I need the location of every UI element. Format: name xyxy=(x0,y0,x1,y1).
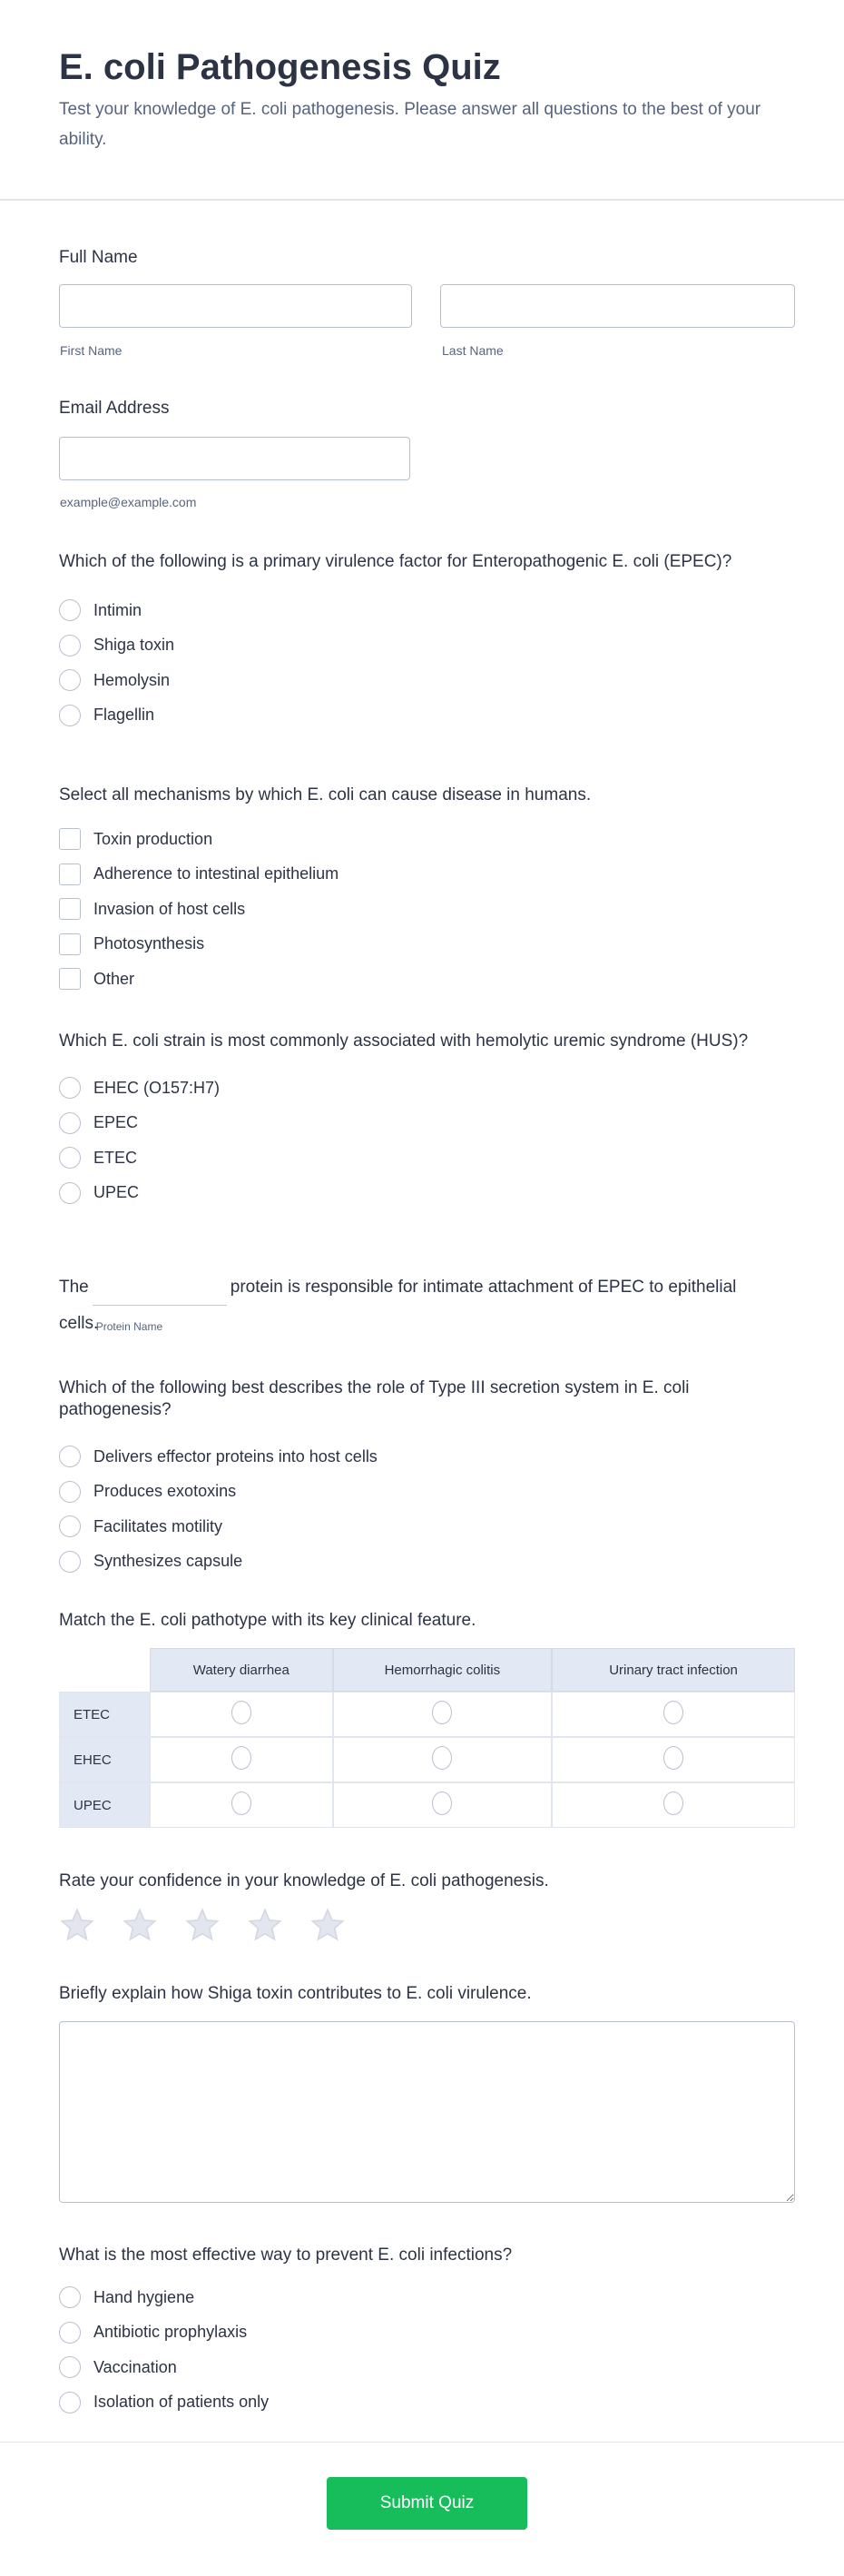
email-input[interactable] xyxy=(59,437,410,480)
radio-icon[interactable] xyxy=(59,1481,81,1503)
matrix-radio[interactable] xyxy=(663,1746,683,1770)
option-label: Invasion of host cells xyxy=(93,899,246,918)
radio-option[interactable] xyxy=(59,593,795,628)
option-label: ETEC xyxy=(93,1148,138,1167)
essay-textarea[interactable] xyxy=(59,2021,795,2203)
question-epec-virulence xyxy=(59,551,795,733)
question-text: What is the most effective way to prevent E. coli infections? xyxy=(59,2245,513,2265)
rating-question: Rate your confidence in your knowledge of E. coli pathogenesis. xyxy=(59,1871,549,1890)
checkbox-option[interactable] xyxy=(59,857,795,893)
matrix-row-header: UPEC xyxy=(59,1782,150,1828)
first-name-sublabel: First Name xyxy=(60,343,123,358)
form-title: E. coli Pathogenesis Quiz xyxy=(59,47,501,87)
radio-option[interactable] xyxy=(59,1106,795,1141)
radio-icon[interactable] xyxy=(59,2356,81,2378)
email-sublabel: example@example.com xyxy=(60,495,197,509)
radio-group xyxy=(59,593,795,733)
checkbox-group xyxy=(59,822,795,997)
blank-sublabel: Protein Name xyxy=(95,1320,163,1333)
option-label: Vaccination xyxy=(93,2357,177,2376)
radio-option[interactable] xyxy=(59,698,795,734)
checkbox-icon[interactable] xyxy=(59,898,81,920)
radio-option[interactable] xyxy=(59,1071,795,1106)
radio-icon[interactable] xyxy=(59,635,81,656)
checkbox-option[interactable] xyxy=(59,962,795,997)
matrix-corner xyxy=(59,1648,150,1692)
radio-icon[interactable] xyxy=(59,1446,81,1467)
star-icon[interactable] xyxy=(122,1907,158,1943)
radio-icon[interactable] xyxy=(59,1077,81,1099)
matrix-column-header: Hemorrhagic colitis xyxy=(333,1648,552,1692)
matrix-table xyxy=(59,1648,795,1828)
last-name-input[interactable] xyxy=(440,284,795,328)
option-label: Produces exotoxins xyxy=(93,1482,237,1501)
matrix-row-header: ETEC xyxy=(59,1692,150,1737)
matrix-radio[interactable] xyxy=(432,1746,452,1770)
question-prevention xyxy=(59,2245,795,2420)
radio-option[interactable] xyxy=(59,1140,795,1176)
radio-group xyxy=(59,1071,795,1210)
option-label: EHEC (O157:H7) xyxy=(93,1078,221,1097)
matrix-radio[interactable] xyxy=(231,1746,251,1770)
matrix-radio[interactable] xyxy=(432,1701,452,1724)
matrix-column-header: Watery diarrhea xyxy=(150,1648,333,1692)
star-icon[interactable] xyxy=(247,1907,283,1943)
radio-group xyxy=(59,1439,795,1579)
radio-option[interactable] xyxy=(59,1509,795,1545)
radio-icon[interactable] xyxy=(59,1515,81,1537)
question-text: Select all mechanisms by which E. coli can cause disease in humans. xyxy=(59,785,592,804)
option-label: Other xyxy=(93,969,135,988)
question-text: Which E. coli strain is most commonly associated with hemolytic uremic syndrome (HUS)? xyxy=(59,1031,749,1051)
last-name-sublabel: Last Name xyxy=(442,343,504,358)
option-label: Facilitates motility xyxy=(93,1516,223,1535)
option-label: Antibiotic prophylaxis xyxy=(93,2323,248,2342)
radio-option[interactable] xyxy=(59,2315,795,2351)
matrix-radio[interactable] xyxy=(231,1791,251,1815)
checkbox-option[interactable] xyxy=(59,822,795,857)
checkbox-icon[interactable] xyxy=(59,968,81,990)
radio-option[interactable] xyxy=(59,1176,795,1211)
option-label: Photosynthesis xyxy=(93,934,205,953)
option-label: Delivers effector proteins into host cells xyxy=(93,1446,378,1466)
checkbox-option[interactable] xyxy=(59,892,795,927)
matrix-column-header: Urinary tract infection xyxy=(552,1648,795,1692)
radio-icon[interactable] xyxy=(59,1112,81,1134)
essay-question: Briefly explain how Shiga toxin contributes to E. coli virulence. xyxy=(59,1984,532,2003)
matrix-question: Match the E. coli pathotype with its key clinical feature. xyxy=(59,1611,476,1630)
radio-option[interactable] xyxy=(59,1439,795,1475)
option-label: Flagellin xyxy=(93,706,155,725)
checkbox-icon[interactable] xyxy=(59,864,81,885)
radio-option[interactable] xyxy=(59,663,795,698)
matrix-row-header: EHEC xyxy=(59,1737,150,1782)
first-name-input[interactable] xyxy=(59,284,412,328)
matrix-radio[interactable] xyxy=(432,1791,452,1815)
radio-icon[interactable] xyxy=(59,1182,81,1204)
email-label: Email Address xyxy=(59,399,170,418)
radio-icon[interactable] xyxy=(59,2286,81,2308)
submit-button[interactable]: Submit Quiz xyxy=(327,2477,527,2530)
option-label: Shiga toxin xyxy=(93,636,175,655)
radio-icon[interactable] xyxy=(59,2322,81,2344)
option-label: Synthesizes capsule xyxy=(93,1552,243,1571)
option-label: Hemolysin xyxy=(93,670,171,689)
star-icon[interactable] xyxy=(59,1907,95,1943)
option-label: Isolation of patients only xyxy=(93,2393,270,2412)
full-name-label: Full Name xyxy=(59,248,138,267)
radio-icon[interactable] xyxy=(59,2392,81,2413)
matrix-radio[interactable] xyxy=(663,1791,683,1815)
sentence-end: protein is responsible for intimate attachment of EPEC to epithelial cells. xyxy=(59,1278,737,1333)
protein-name-input[interactable] xyxy=(93,1286,227,1333)
option-label: Intimin xyxy=(93,600,142,619)
star-rating xyxy=(59,1907,795,1943)
radio-option[interactable] xyxy=(59,2280,795,2315)
footer-divider xyxy=(0,2442,844,2443)
radio-option[interactable] xyxy=(59,2385,795,2421)
radio-option[interactable] xyxy=(59,2350,795,2385)
checkbox-icon[interactable] xyxy=(59,828,81,850)
sentence-start: The xyxy=(59,1278,89,1297)
radio-option[interactable] xyxy=(59,1475,795,1510)
matrix-radio[interactable] xyxy=(663,1701,683,1724)
radio-icon[interactable] xyxy=(59,705,81,726)
star-icon[interactable] xyxy=(184,1907,221,1943)
option-label: Adherence to intestinal epithelium xyxy=(93,864,339,883)
star-icon[interactable] xyxy=(309,1907,346,1943)
matrix-radio[interactable] xyxy=(231,1701,251,1724)
question-text: Which of the following is a primary virulence factor for Enteropathogenic E. coli (EPEC)? xyxy=(59,552,732,571)
option-label: EPEC xyxy=(93,1113,139,1132)
option-label: Hand hygiene xyxy=(93,2287,195,2306)
question-fill-in-blank xyxy=(59,1269,749,1342)
checkbox-option[interactable] xyxy=(59,927,795,962)
radio-icon[interactable] xyxy=(59,669,81,691)
header-divider xyxy=(0,199,844,201)
form-description: Test your knowledge of E. coli pathogenesis. Please answer all questions to the best of your ability. xyxy=(59,100,761,149)
question-disease-mechanisms xyxy=(59,785,795,997)
radio-icon[interactable] xyxy=(59,599,81,621)
radio-icon[interactable] xyxy=(59,1147,81,1169)
question-type3-secretion xyxy=(59,1377,795,1579)
option-label: Toxin production xyxy=(93,829,213,848)
radio-option[interactable] xyxy=(59,1545,795,1580)
radio-icon[interactable] xyxy=(59,1551,81,1573)
radio-group xyxy=(59,2280,795,2420)
radio-option[interactable] xyxy=(59,628,795,664)
question-hus-strain xyxy=(59,1031,795,1210)
option-label: UPEC xyxy=(93,1183,140,1202)
question-text: Which of the following best describes the role of Type III secretion system in E. coli pathogenesis? xyxy=(59,1378,690,1419)
checkbox-icon[interactable] xyxy=(59,933,81,955)
